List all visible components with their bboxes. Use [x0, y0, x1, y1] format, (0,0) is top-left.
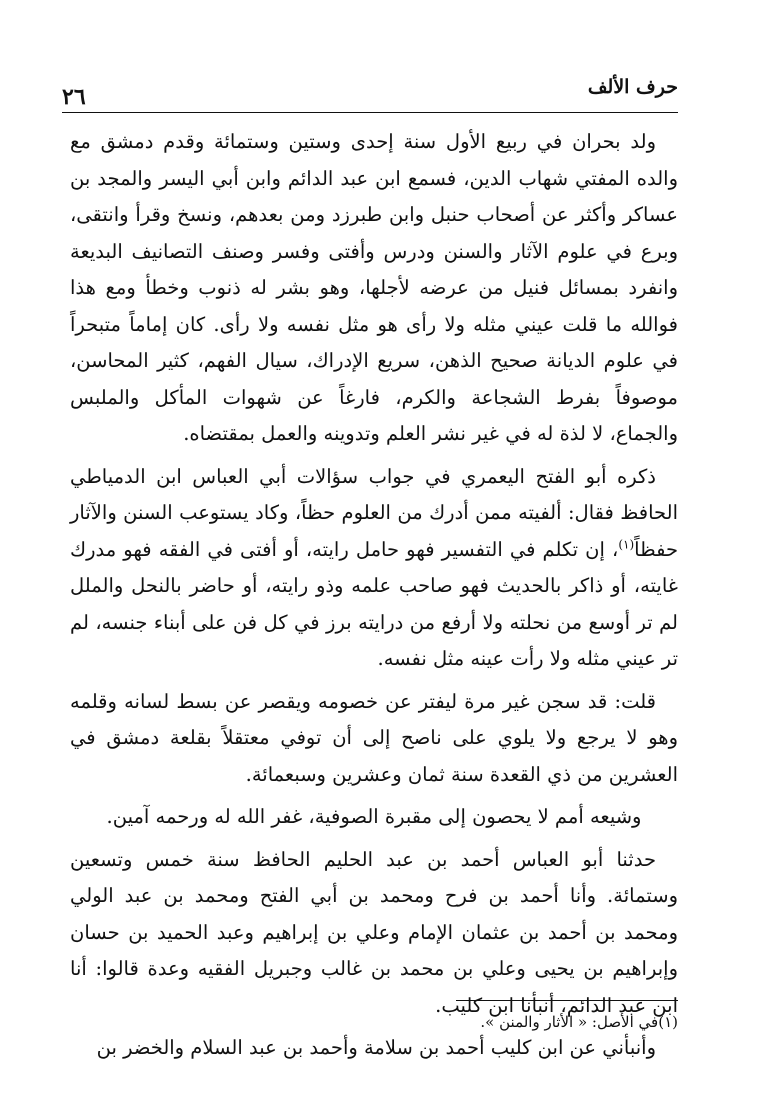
paragraph: قلت: قد سجن غير مرة ليفتر عن خصومه ويقصر عن بسط لسانه وقلمه وهو لا يرجع ولا يلوي على ناصح إلى أن توفي معتقلاً بقلعة دمشق في العشرين من ذي القعدة سنة ثمان وعشرين وسبعمائة. — [70, 689, 678, 786]
header-rule — [62, 112, 678, 113]
footnote: (١)في الأصل: « الأثار والمنن ». — [480, 1013, 678, 1031]
chapter-title: حرف الألف — [587, 76, 678, 98]
paragraph: ذكره أبو الفتح اليعمري في جواب سؤالات أبي العباس ابن الدمياطي الحافظ فقال: ألفيته ممن أدرك من العلوم حظاً، وكاد يستوعب السنن والآثار حفظاً$^{(١)}$، إن تكلم في التفسير فهو حامل رايته، أو أفتى في الفقه فهو مدرك غايته، أو ذاكر بالحديث فهو صاحب علمه وذو رايته، أو حاضر بالنحل والملل لم تر أوسع من نحلته ولا أرفع من درايته برز في كل فن على أبناء جنسه، لم تر عيني مثله ولا رأت عينه مثل نفسه. — [70, 464, 678, 670]
running-header — [62, 70, 678, 110]
paragraph: ولد بحران في ربيع الأول سنة إحدى وستين وستمائة وقدم دمشق مع والده المفتي شهاب الدين، فسمع ابن عبد الدائم وابن أبي اليسر والمجد بن عساكر وأكثر عن أصحاب حنبل وابن طبرزد ومن بعدهم، ونسخ وقرأ وانتقى، وبرع في علوم الآثار والسنن ودرس وأفتى وفسر وصنف التصانيف البديعة وانفرد بمسائل فنيل من عرضه لأجلها، وهو بشر له ذنوب وخطأ ومع هذا فوالله ما قلت عيني مثله ولا رأى هو مثل نفسه ولا رأى. كان إماماً متبحراً في علوم الديانة صحيح الذهن، سريع الإدراك، سيال الفهم، كثير المحاسن، موصوفاً بفرط الشجاعة والكرم، فارغاً عن شهوات المأكل والملبس والجماع، لا لذة له في غير نشر العلم وتدوينه والعمل بمقتضاه. — [70, 130, 678, 445]
paragraph: حدثنا أبو العباس أحمد بن عبد الحليم الحافظ سنة خمس وتسعين وستمائة. وأنا أحمد بن فرح ومحمد بن أبي الفتح ومحمد بن عبد الولي ومحمد بن أحمد بن عثمان الإمام وعلي بن إبراهيم وعبد الحميد بن حسان وإبراهيم بن يحيى وعلي بن محمد بن غالب وجبريل الفقيه وعدة قالوا: أنا ابن عبد الدائم، أنبأنا ابن كليب. — [70, 847, 678, 1017]
body-text — [70, 124, 678, 1073]
footnote-reference[interactable]: (١) — [618, 537, 635, 551]
footnote-rule — [456, 1000, 678, 1001]
paragraph: وشيعه أمم لا يحصون إلى مقبرة الصوفية، غفر الله له ورحمه آمين. — [106, 805, 642, 828]
paragraph: وأنبأني عن ابن كليب أحمد بن سلامة وأحمد بن عبد السلام والخضر بن — [96, 1036, 656, 1059]
page-number: ٢٦ — [62, 84, 86, 110]
